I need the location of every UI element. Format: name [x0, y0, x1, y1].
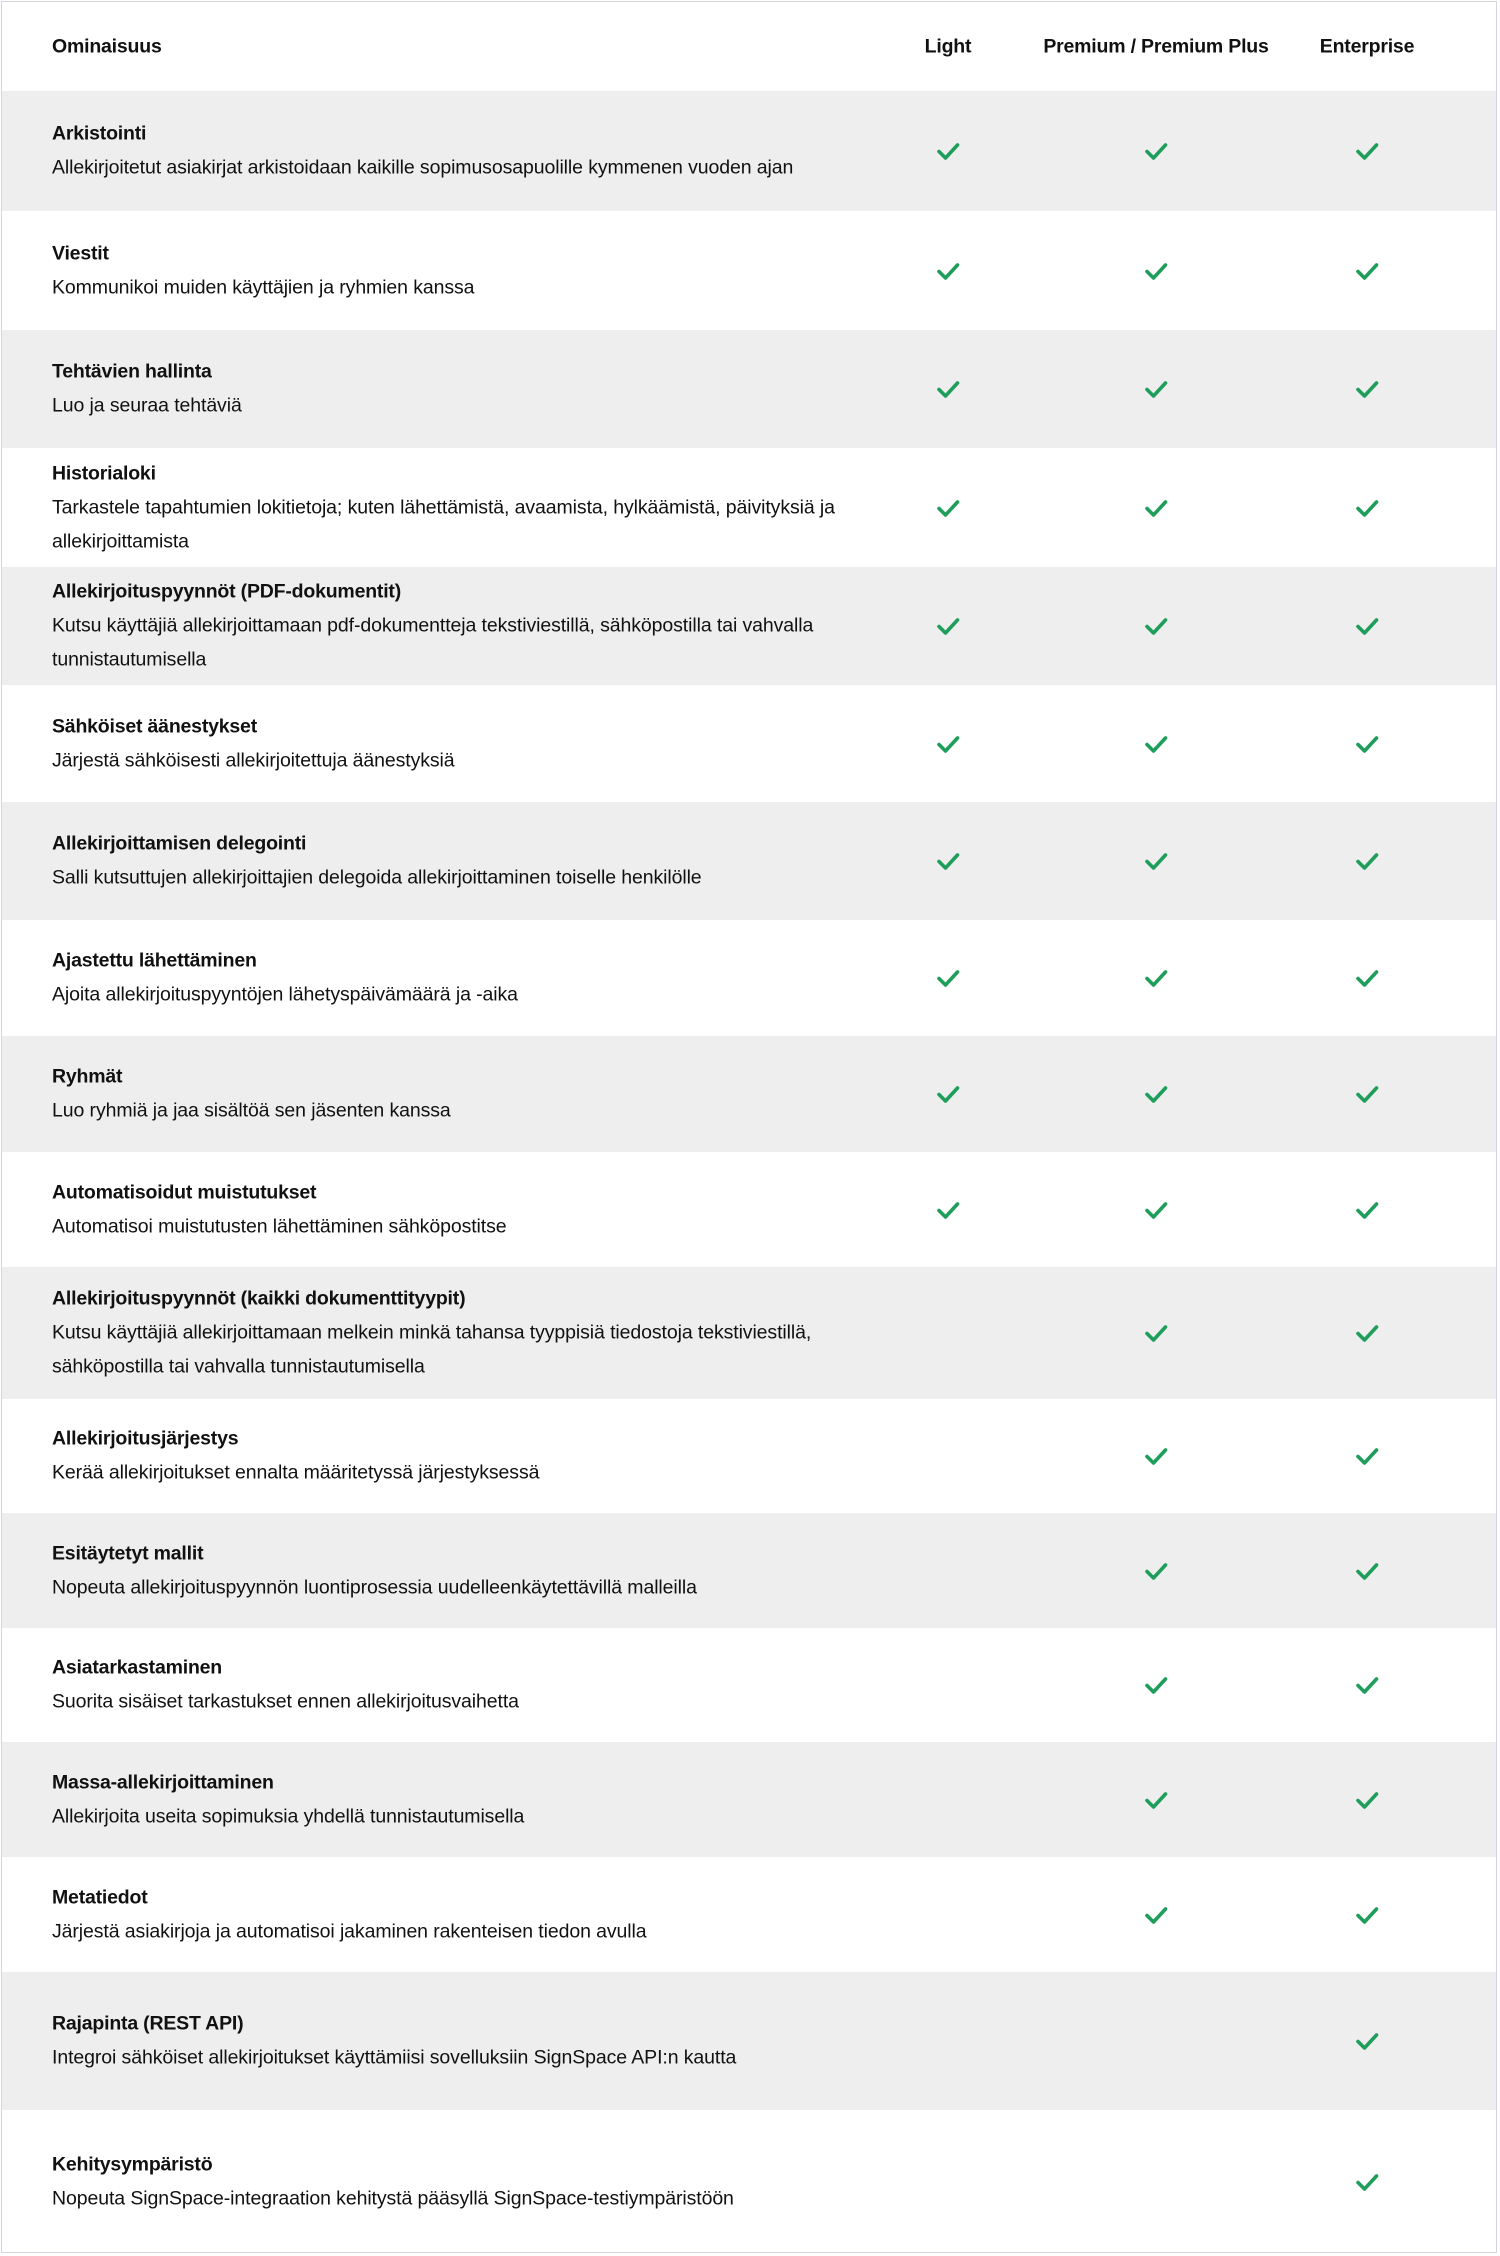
check-icon	[1353, 2168, 1381, 2196]
table-row	[2, 1036, 1497, 1152]
check-icon	[1353, 1786, 1381, 1814]
check-icon	[1353, 612, 1381, 640]
check-icon	[934, 612, 962, 640]
table-row	[2, 1857, 1497, 1972]
feature-name: Viestit	[52, 242, 109, 264]
feature-cell	[52, 457, 872, 558]
table-row	[2, 1628, 1497, 1742]
check-icon	[1353, 494, 1381, 522]
feature-name: Automatisoidut muistutukset	[52, 1181, 317, 1203]
feature-name: Esitäytetyt mallit	[52, 1542, 204, 1564]
check-icon	[1353, 730, 1381, 758]
feature-description: Ajoita allekirjoituspyyntöjen lähetyspäivämäärä ja -aika	[52, 983, 518, 1006]
table-row	[2, 1513, 1497, 1628]
feature-description: Kutsu käyttäjiä allekirjoittamaan pdf-dokumentteja tekstiviestillä, sähköpostilla tai vahvalla tunnistautumisella	[52, 614, 814, 671]
feature-cell	[52, 2008, 872, 2075]
check-icon	[1142, 1671, 1170, 1699]
table-row	[2, 330, 1497, 448]
feature-name: Ajastettu lähettäminen	[52, 949, 257, 972]
feature-name: Metatiedot	[52, 1886, 148, 1908]
feature-cell	[52, 1881, 872, 1948]
feature-description: Automatisoi muistutusten lähettäminen sähköpostitse	[52, 1215, 507, 1237]
check-icon	[934, 137, 962, 165]
table-row	[2, 448, 1497, 567]
header-plan-1: Light	[924, 35, 972, 57]
table-row	[2, 920, 1497, 1036]
feature-name: Allekirjoituspyynnöt (PDF-dokumentit)	[52, 580, 402, 603]
feature-comparison-table	[1, 1, 1497, 2253]
check-icon	[1353, 1671, 1381, 1699]
feature-name: Arkistointi	[52, 122, 147, 145]
check-icon	[1142, 375, 1170, 403]
feature-cell	[52, 237, 872, 304]
feature-description: Nopeuta allekirjoituspyynnön luontiprosessia uudelleenkäytettävillä malleilla	[52, 1576, 697, 1598]
feature-cell	[52, 1537, 872, 1604]
check-icon	[1142, 1080, 1170, 1108]
check-icon	[1142, 612, 1170, 640]
check-icon	[1142, 1557, 1170, 1585]
header-plan-3: Enterprise	[1319, 35, 1415, 57]
feature-cell	[52, 118, 872, 185]
check-icon	[1353, 137, 1381, 165]
feature-description: Järjestä sähköisesti allekirjoitettuja äänestyksiä	[52, 749, 455, 771]
check-icon	[1142, 1442, 1170, 1470]
check-icon	[1353, 1442, 1381, 1470]
table-row	[2, 567, 1497, 685]
feature-name: Massa-allekirjoittaminen	[52, 1771, 274, 1793]
header-feature: Ominaisuus	[52, 35, 162, 57]
check-icon	[1142, 257, 1170, 285]
table-row	[2, 802, 1497, 920]
feature-description: Integroi sähköiset allekirjoitukset käyttämiisi sovelluksiin SignSpace API:n kautta	[52, 2046, 737, 2069]
feature-description: Luo ja seuraa tehtäviä	[52, 394, 242, 417]
check-icon	[1353, 1319, 1381, 1347]
feature-cell	[52, 1176, 872, 1243]
feature-description: Kommunikoi muiden käyttäjien ja ryhmien kanssa	[52, 276, 475, 298]
feature-cell	[52, 710, 872, 777]
check-icon	[934, 1196, 962, 1224]
feature-name: Tehtävien hallinta	[52, 360, 212, 383]
feature-cell	[52, 945, 872, 1012]
check-icon	[934, 847, 962, 875]
feature-cell	[52, 828, 872, 895]
check-icon	[1353, 964, 1381, 992]
check-icon	[1353, 2027, 1381, 2055]
feature-name: Allekirjoittamisen delegointi	[52, 832, 307, 855]
check-icon	[1142, 1196, 1170, 1224]
feature-name: Asiatarkastaminen	[52, 1656, 223, 1679]
check-icon	[1353, 847, 1381, 875]
feature-cell	[52, 2149, 872, 2216]
check-icon	[934, 964, 962, 992]
feature-description: Allekirjoita useita sopimuksia yhdellä tunnistautumisella	[52, 1805, 525, 1827]
header-plan-2: Premium / Premium Plus	[1043, 35, 1269, 57]
feature-name: Allekirjoitusjärjestys	[52, 1427, 239, 1450]
feature-description: Suorita sisäiset tarkastukset ennen allekirjoitusvaihetta	[52, 1690, 519, 1713]
check-icon	[1353, 1901, 1381, 1929]
table-row	[2, 685, 1497, 802]
check-icon	[1142, 964, 1170, 992]
feature-description: Kerää allekirjoitukset ennalta määritetyssä järjestyksessä	[52, 1461, 540, 1484]
check-icon	[1353, 1080, 1381, 1108]
check-icon	[934, 1080, 962, 1108]
feature-cell	[52, 576, 872, 677]
check-icon	[934, 494, 962, 522]
feature-description: Salli kutsuttujen allekirjoittajien delegoida allekirjoittaminen toiselle henkilölle	[52, 866, 702, 889]
table-row	[2, 1267, 1497, 1399]
check-icon	[1142, 1901, 1170, 1929]
feature-name: Ryhmät	[52, 1065, 123, 1088]
feature-cell	[52, 1652, 872, 1719]
table-row	[2, 1742, 1497, 1857]
check-icon	[1353, 1557, 1381, 1585]
table-row	[2, 211, 1497, 330]
table-row	[2, 2110, 1497, 2253]
table-row	[2, 91, 1497, 211]
check-icon	[934, 257, 962, 285]
feature-name: Kehitysympäristö	[52, 2153, 213, 2176]
check-icon	[934, 375, 962, 403]
feature-description: Allekirjoitetut asiakirjat arkistoidaan kaikille sopimusosapuolille kymmenen vuoden ajan	[52, 156, 794, 179]
check-icon	[1353, 375, 1381, 403]
check-icon	[1142, 494, 1170, 522]
table-row	[2, 1972, 1497, 2110]
table-header	[2, 2, 1497, 91]
feature-name: Allekirjoituspyynnöt (kaikki dokumenttityypit)	[52, 1287, 466, 1310]
feature-description: Kutsu käyttäjiä allekirjoittamaan melkein minkä tahansa tyyppisiä tiedostoja tekstiviestillä, sähköpostilla tai vahvalla tunnistautumisella	[52, 1321, 812, 1378]
feature-name: Historialoki	[52, 462, 156, 484]
feature-description: Luo ryhmiä ja jaa sisältöä sen jäsenten kanssa	[52, 1099, 451, 1122]
feature-description: Tarkastele tapahtumien lokitietoja; kuten lähettämistä, avaamista, hylkäämistä, päivityksiä ja allekirjoittamista	[52, 496, 835, 552]
check-icon	[1142, 847, 1170, 875]
table-row	[2, 1152, 1497, 1267]
feature-cell	[52, 1061, 872, 1128]
table-row	[2, 1399, 1497, 1513]
feature-name: Rajapinta (REST API)	[52, 2012, 244, 2035]
feature-name: Sähköiset äänestykset	[52, 715, 257, 737]
feature-description: Nopeuta SignSpace-integraation kehitystä pääsyllä SignSpace-testiympäristöön	[52, 2187, 734, 2210]
feature-cell	[52, 1423, 872, 1490]
feature-cell	[52, 1283, 872, 1384]
check-icon	[1142, 1319, 1170, 1347]
check-icon	[1353, 257, 1381, 285]
check-icon	[1142, 137, 1170, 165]
check-icon	[934, 730, 962, 758]
feature-description: Järjestä asiakirjoja ja automatisoi jakaminen rakenteisen tiedon avulla	[52, 1920, 647, 1942]
check-icon	[1142, 730, 1170, 758]
check-icon	[1142, 1786, 1170, 1814]
check-icon	[1353, 1196, 1381, 1224]
feature-cell	[52, 1766, 872, 1833]
feature-cell	[52, 356, 872, 423]
